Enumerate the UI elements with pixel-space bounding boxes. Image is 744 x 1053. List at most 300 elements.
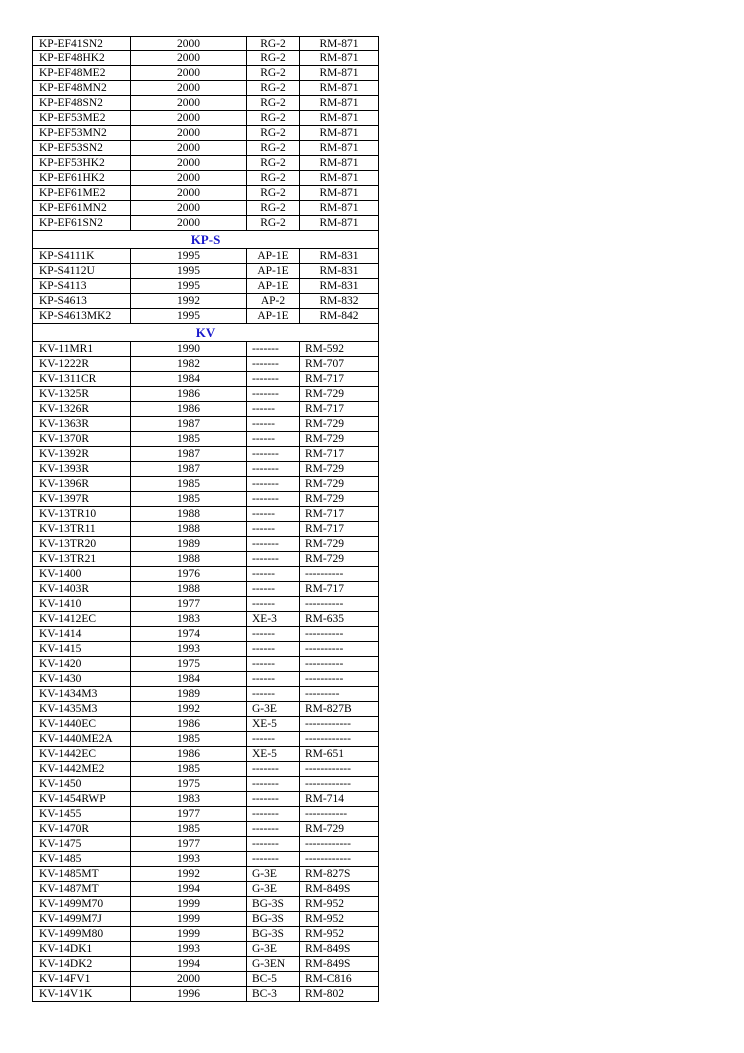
remote-cell: ------------	[305, 838, 351, 850]
model-cell: KV-1403R	[33, 582, 131, 596]
year-cell: 1986	[131, 402, 247, 416]
chassis-cell: -------	[247, 447, 300, 461]
table-row	[32, 387, 379, 402]
year-cell: 2000	[131, 81, 247, 95]
table-row	[32, 51, 379, 66]
model-cell: KV-14FV1	[33, 972, 131, 986]
year-cell: 1977	[131, 807, 247, 821]
table-row	[32, 96, 379, 111]
chassis-cell: -------	[247, 477, 300, 491]
remote-cell: RM-952	[305, 898, 344, 910]
chassis-cell: -------	[247, 837, 300, 851]
table-row	[32, 357, 379, 372]
remote-cell: RM-717	[305, 448, 344, 460]
year-cell: 1999	[131, 912, 247, 926]
remote-cell: RM-707	[305, 358, 344, 370]
table-row	[32, 912, 379, 927]
model-cell: KV-13TR11	[33, 522, 131, 536]
chassis-cell: ------	[247, 597, 300, 611]
chassis-cell: -------	[247, 462, 300, 476]
table-row	[32, 777, 379, 792]
model-cell: KV-14V1K	[33, 987, 131, 1001]
chassis-cell: RG-2	[247, 156, 300, 170]
remote-cell: RM-871	[319, 202, 359, 214]
year-cell: 1975	[131, 777, 247, 791]
table-row	[32, 342, 379, 357]
year-cell: 1983	[131, 612, 247, 626]
remote-cell: RM-729	[305, 553, 344, 565]
table-row	[32, 432, 379, 447]
section-heading: KV	[32, 324, 379, 342]
remote-cell: ----------	[305, 598, 344, 610]
table-row	[32, 111, 379, 126]
model-cell: KV-1420	[33, 657, 131, 671]
remote-cell: RM-871	[319, 82, 359, 94]
table-row	[32, 972, 379, 987]
model-cell: KP-S4613	[33, 294, 131, 308]
chassis-cell: -------	[247, 762, 300, 776]
year-cell: 1987	[131, 447, 247, 461]
year-cell: 1986	[131, 717, 247, 731]
year-cell: 1977	[131, 597, 247, 611]
year-cell: 1987	[131, 462, 247, 476]
chassis-cell: AP-1E	[247, 264, 300, 278]
chassis-cell: -------	[247, 552, 300, 566]
table-row	[32, 597, 379, 612]
chassis-cell: -------	[247, 342, 300, 356]
year-cell: 1993	[131, 642, 247, 656]
table-row	[32, 186, 379, 201]
chassis-cell: BG-3S	[247, 897, 300, 911]
table-row	[32, 507, 379, 522]
year-cell: 1984	[131, 672, 247, 686]
chassis-cell: ------	[247, 627, 300, 641]
chassis-cell: -------	[247, 822, 300, 836]
chassis-cell: XE-5	[247, 747, 300, 761]
year-cell: 2000	[131, 66, 247, 80]
table-row	[32, 582, 379, 597]
table-row	[32, 417, 379, 432]
remote-cell: ----------	[305, 658, 344, 670]
chassis-cell: BG-3S	[247, 912, 300, 926]
year-cell: 2000	[131, 171, 247, 185]
table-row	[32, 897, 379, 912]
remote-cell: RM-871	[319, 97, 359, 109]
remote-cell: RM-952	[305, 928, 344, 940]
table-row	[32, 627, 379, 642]
remote-cell: RM-871	[319, 38, 359, 50]
model-cell: KP-EF53SN2	[33, 141, 131, 155]
remote-cell: RM-729	[305, 493, 344, 505]
table-row	[32, 822, 379, 837]
chassis-cell: -------	[247, 852, 300, 866]
remote-cell: RM-849S	[305, 958, 351, 970]
chassis-cell: -------	[247, 777, 300, 791]
chassis-cell: BC-5	[247, 972, 300, 986]
chassis-cell: RG-2	[247, 111, 300, 125]
model-cell: KP-EF61ME2	[33, 186, 131, 200]
table-row	[32, 216, 379, 231]
year-cell: 2000	[131, 126, 247, 140]
chassis-cell: ------	[247, 522, 300, 536]
table-row	[32, 372, 379, 387]
remote-cell: RM-871	[319, 127, 359, 139]
table-row	[32, 279, 379, 294]
chassis-cell: RG-2	[247, 201, 300, 215]
model-cell: KV-1222R	[33, 357, 131, 371]
chassis-cell: RG-2	[247, 37, 300, 50]
table-row	[32, 492, 379, 507]
chassis-cell: -------	[247, 807, 300, 821]
year-cell: 1985	[131, 432, 247, 446]
year-cell: 1988	[131, 582, 247, 596]
table-row	[32, 567, 379, 582]
table-row	[32, 294, 379, 309]
chassis-cell: -------	[247, 792, 300, 806]
chassis-cell: -------	[247, 537, 300, 551]
table-row	[32, 867, 379, 882]
table-row	[32, 642, 379, 657]
model-cell: KV-1485MT	[33, 867, 131, 881]
remote-cell: RM-635	[305, 613, 344, 625]
table-row	[32, 477, 379, 492]
year-cell: 2000	[131, 186, 247, 200]
year-cell: 1995	[131, 264, 247, 278]
remote-cell: ------------	[305, 778, 351, 790]
remote-cell: RM-871	[319, 187, 359, 199]
model-cell: KP-S4112U	[33, 264, 131, 278]
model-cell: KV-1440EC	[33, 717, 131, 731]
year-cell: 1995	[131, 309, 247, 323]
table-row	[32, 657, 379, 672]
table-row	[32, 264, 379, 279]
model-cell: KV-1370R	[33, 432, 131, 446]
remote-cell: RM-827S	[305, 868, 351, 880]
remote-cell: RM-729	[305, 478, 344, 490]
remote-cell: RM-842	[319, 310, 359, 322]
model-cell: KV-1396R	[33, 477, 131, 491]
table-row	[32, 882, 379, 897]
remote-cell: RM-717	[305, 523, 344, 535]
remote-cell: ----------	[305, 673, 344, 685]
year-cell: 1986	[131, 747, 247, 761]
remote-cell: RM-871	[319, 52, 359, 64]
model-cell: KV-14DK1	[33, 942, 131, 956]
chassis-cell: RG-2	[247, 186, 300, 200]
year-cell: 2000	[131, 96, 247, 110]
model-cell: KV-1435M3	[33, 702, 131, 716]
table-row	[32, 762, 379, 777]
year-cell: 1993	[131, 852, 247, 866]
year-cell: 1992	[131, 702, 247, 716]
year-cell: 2000	[131, 51, 247, 65]
year-cell: 1995	[131, 249, 247, 263]
model-cell: KP-EF48SN2	[33, 96, 131, 110]
table-row	[32, 309, 379, 324]
table-row	[32, 942, 379, 957]
year-cell: 1985	[131, 822, 247, 836]
model-cell: KP-EF61MN2	[33, 201, 131, 215]
chassis-cell: AP-1E	[247, 249, 300, 263]
remote-cell: RM-C816	[305, 973, 352, 985]
year-cell: 1987	[131, 417, 247, 431]
remote-cell: RM-831	[319, 280, 359, 292]
chassis-cell: ------	[247, 402, 300, 416]
remote-cell: RM-717	[305, 508, 344, 520]
chassis-cell: RG-2	[247, 66, 300, 80]
remote-cell: ------------	[305, 853, 351, 865]
year-cell: 1990	[131, 342, 247, 356]
model-cell: KV-1450	[33, 777, 131, 791]
model-cell: KV-1325R	[33, 387, 131, 401]
chassis-cell: XE-5	[247, 717, 300, 731]
remote-cell: RM-831	[319, 265, 359, 277]
model-cell: KV-1499M7J	[33, 912, 131, 926]
chassis-cell: ------	[247, 687, 300, 701]
year-cell: 1985	[131, 492, 247, 506]
table-row	[32, 687, 379, 702]
year-cell: 1988	[131, 522, 247, 536]
model-cell: KP-EF48MN2	[33, 81, 131, 95]
model-cell: KV-1326R	[33, 402, 131, 416]
model-cell: KV-1442ME2	[33, 762, 131, 776]
year-cell: 2000	[131, 972, 247, 986]
remote-cell: RM-871	[319, 217, 359, 229]
model-cell: KV-1475	[33, 837, 131, 851]
table-row	[32, 552, 379, 567]
model-cell: KV-1415	[33, 642, 131, 656]
table-row	[32, 156, 379, 171]
year-cell: 1982	[131, 357, 247, 371]
remote-cell: RM-729	[305, 538, 344, 550]
model-cell: KP-EF53ME2	[33, 111, 131, 125]
model-cell: KP-EF61HK2	[33, 171, 131, 185]
model-cell: KV-1410	[33, 597, 131, 611]
table-row	[32, 141, 379, 156]
model-cell: KV-1400	[33, 567, 131, 581]
chassis-cell: G-3E	[247, 882, 300, 896]
year-cell: 2000	[131, 141, 247, 155]
model-cell: KV-1311CR	[33, 372, 131, 386]
year-cell: 1983	[131, 792, 247, 806]
chassis-cell: RG-2	[247, 51, 300, 65]
table-row	[32, 747, 379, 762]
model-cell: KV-1455	[33, 807, 131, 821]
model-cell: KV-11MR1	[33, 342, 131, 356]
table-row	[32, 957, 379, 972]
table-row	[32, 36, 379, 51]
table-row	[32, 537, 379, 552]
chassis-cell: AP-1E	[247, 279, 300, 293]
year-cell: 1986	[131, 387, 247, 401]
year-cell: 1993	[131, 942, 247, 956]
remote-cell: RM-802	[305, 988, 344, 1000]
model-cell: KV-1499M80	[33, 927, 131, 941]
model-cell: KP-EF53MN2	[33, 126, 131, 140]
remote-cell: ---------	[305, 688, 340, 700]
chassis-cell: ------	[247, 642, 300, 656]
remote-cell: RM-592	[305, 343, 344, 355]
remote-cell: RM-717	[305, 403, 344, 415]
table-row	[32, 717, 379, 732]
model-cell: KP-S4613MK2	[33, 309, 131, 323]
remote-cell: RM-871	[319, 67, 359, 79]
year-cell: 1985	[131, 732, 247, 746]
chassis-cell: BC-3	[247, 987, 300, 1001]
year-cell: 1989	[131, 537, 247, 551]
table-row	[32, 807, 379, 822]
table-row	[32, 522, 379, 537]
table-row	[32, 852, 379, 867]
model-cell: KV-1454RWP	[33, 792, 131, 806]
year-cell: 1977	[131, 837, 247, 851]
remote-cell: ----------	[305, 643, 344, 655]
year-cell: 1984	[131, 372, 247, 386]
year-cell: 2000	[131, 216, 247, 230]
table-row	[32, 402, 379, 417]
remote-cell: RM-729	[305, 463, 344, 475]
remote-cell: ------------	[305, 763, 351, 775]
chassis-cell: RG-2	[247, 96, 300, 110]
model-cell: KP-EF41SN2	[33, 37, 131, 50]
chassis-cell: ------	[247, 657, 300, 671]
chassis-cell: ------	[247, 582, 300, 596]
table-row	[32, 447, 379, 462]
remote-cell: RM-831	[319, 250, 359, 262]
chassis-cell: ------	[247, 732, 300, 746]
year-cell: 1974	[131, 627, 247, 641]
model-cell: KP-EF61SN2	[33, 216, 131, 230]
chassis-cell: BG-3S	[247, 927, 300, 941]
model-cell: KP-S4111K	[33, 249, 131, 263]
model-table	[32, 36, 379, 1002]
model-cell: KV-1412EC	[33, 612, 131, 626]
chassis-cell: -------	[247, 372, 300, 386]
remote-cell: ----------	[305, 628, 344, 640]
remote-cell: RM-714	[305, 793, 344, 805]
model-cell: KV-1434M3	[33, 687, 131, 701]
year-cell: 2000	[131, 156, 247, 170]
chassis-cell: RG-2	[247, 171, 300, 185]
remote-cell: ----------	[305, 568, 344, 580]
table-row	[32, 66, 379, 81]
year-cell: 1976	[131, 567, 247, 581]
remote-cell: RM-729	[305, 388, 344, 400]
chassis-cell: RG-2	[247, 216, 300, 230]
table-row	[32, 672, 379, 687]
chassis-cell: RG-2	[247, 141, 300, 155]
chassis-cell: ------	[247, 567, 300, 581]
remote-cell: RM-871	[319, 112, 359, 124]
chassis-cell: G-3E	[247, 942, 300, 956]
model-cell: KV-1363R	[33, 417, 131, 431]
model-cell: KV-1487MT	[33, 882, 131, 896]
table-row	[32, 171, 379, 186]
model-cell: KV-1442EC	[33, 747, 131, 761]
model-cell: KV-13TR20	[33, 537, 131, 551]
year-cell: 2000	[131, 37, 247, 50]
year-cell: 1988	[131, 507, 247, 521]
model-cell: KP-S4113	[33, 279, 131, 293]
chassis-cell: RG-2	[247, 81, 300, 95]
year-cell: 1994	[131, 957, 247, 971]
model-cell: KV-1470R	[33, 822, 131, 836]
year-cell: 1994	[131, 882, 247, 896]
table-row	[32, 927, 379, 942]
model-cell: KV-1397R	[33, 492, 131, 506]
year-cell: 2000	[131, 111, 247, 125]
remote-cell: RM-717	[305, 373, 344, 385]
model-cell: KV-1499M70	[33, 897, 131, 911]
model-cell: KP-EF53HK2	[33, 156, 131, 170]
year-cell: 1988	[131, 552, 247, 566]
remote-cell: ------------	[305, 718, 351, 730]
chassis-cell: ------	[247, 432, 300, 446]
table-row	[32, 81, 379, 96]
chassis-cell: -------	[247, 492, 300, 506]
table-row	[32, 702, 379, 717]
table-row	[32, 201, 379, 216]
model-cell: KV-13TR10	[33, 507, 131, 521]
remote-cell: -----------	[305, 808, 348, 820]
model-cell: KV-1430	[33, 672, 131, 686]
chassis-cell: XE-3	[247, 612, 300, 626]
chassis-cell: G-3EN	[247, 957, 300, 971]
year-cell: 1989	[131, 687, 247, 701]
table-row	[32, 126, 379, 141]
model-cell: KV-14DK2	[33, 957, 131, 971]
remote-cell: RM-849S	[305, 943, 351, 955]
remote-cell: RM-871	[319, 142, 359, 154]
remote-cell: RM-651	[305, 748, 344, 760]
chassis-cell: -------	[247, 357, 300, 371]
remote-cell: RM-729	[305, 433, 344, 445]
table-row	[32, 837, 379, 852]
chassis-cell: RG-2	[247, 126, 300, 140]
year-cell: 1999	[131, 927, 247, 941]
remote-cell: RM-871	[319, 172, 359, 184]
chassis-cell: ------	[247, 507, 300, 521]
section-heading: KP-S	[32, 231, 379, 249]
table-row	[32, 987, 379, 1002]
model-cell: KV-1392R	[33, 447, 131, 461]
year-cell: 1996	[131, 987, 247, 1001]
chassis-cell: G-3E	[247, 867, 300, 881]
remote-cell: RM-871	[319, 157, 359, 169]
remote-cell: RM-717	[305, 583, 344, 595]
year-cell: 1999	[131, 897, 247, 911]
chassis-cell: AP-2	[247, 294, 300, 308]
table-row	[32, 249, 379, 264]
remote-cell: RM-729	[305, 823, 344, 835]
model-cell: KV-1414	[33, 627, 131, 641]
table-row	[32, 612, 379, 627]
remote-cell: RM-832	[319, 295, 359, 307]
year-cell: 1992	[131, 294, 247, 308]
year-cell: 1995	[131, 279, 247, 293]
year-cell: 1975	[131, 657, 247, 671]
chassis-cell: AP-1E	[247, 309, 300, 323]
model-cell: KV-1485	[33, 852, 131, 866]
year-cell: 1985	[131, 762, 247, 776]
year-cell: 2000	[131, 201, 247, 215]
table-row	[32, 732, 379, 747]
remote-cell: RM-849S	[305, 883, 351, 895]
chassis-cell: ------	[247, 672, 300, 686]
remote-cell: ------------	[305, 733, 351, 745]
model-cell: KP-EF48HK2	[33, 51, 131, 65]
table-row	[32, 462, 379, 477]
